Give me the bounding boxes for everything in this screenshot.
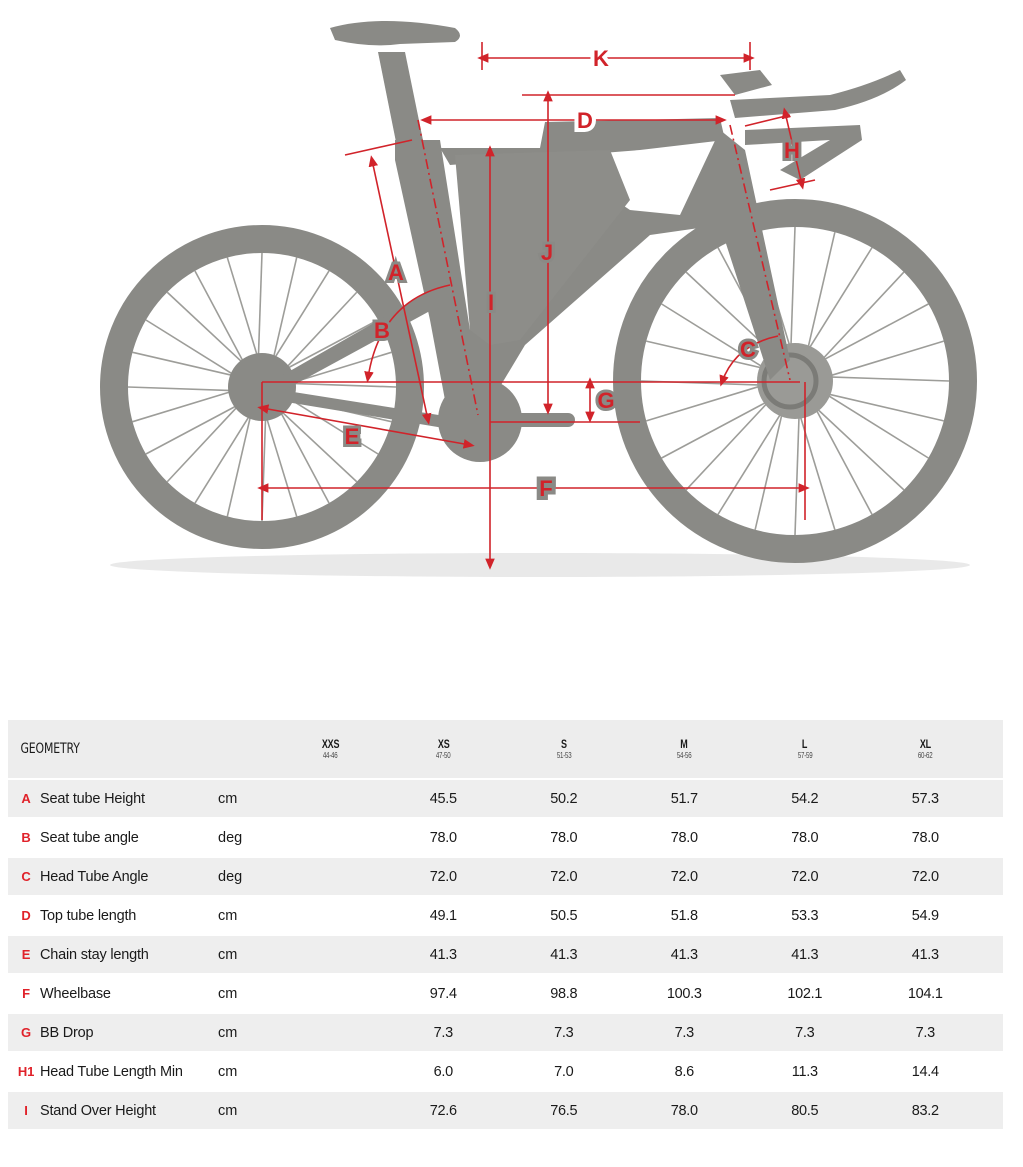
size-header-xxs (278, 738, 383, 760)
label-j: J (540, 240, 554, 265)
row-label (8, 908, 218, 924)
spoke (280, 411, 329, 503)
cell-value: 83.2 (911, 1102, 939, 1119)
cell-value: 54.2 (791, 790, 819, 807)
label-c: C (740, 337, 756, 362)
spoke (755, 413, 782, 530)
table-row (8, 1092, 1003, 1129)
spoke (815, 408, 872, 514)
spoke (808, 248, 872, 350)
size-name: XXS (321, 737, 340, 752)
cell-value: 57.3 (911, 790, 939, 807)
cell-value: 53.3 (791, 907, 819, 924)
size-name: M (680, 737, 688, 752)
spoke (258, 253, 262, 357)
cell-value: 50.5 (550, 907, 578, 924)
cell-value: 11.3 (791, 1063, 818, 1080)
cell-value: 78.0 (670, 829, 698, 846)
spoke (128, 387, 232, 391)
cell-value: 78.0 (670, 1102, 698, 1119)
cell-value: 80.5 (791, 1102, 819, 1119)
spoke (266, 417, 296, 517)
cell-value: 51.7 (670, 790, 698, 807)
row-name: Head Tube Angle (40, 868, 149, 885)
spoke (791, 227, 795, 347)
spoke (133, 352, 235, 376)
table-row (8, 780, 1003, 817)
row-unit: cm (218, 1102, 238, 1119)
row-label (8, 1103, 218, 1119)
row-letter: I (24, 1103, 28, 1118)
row-letter: B (21, 830, 31, 845)
label-d: D (577, 108, 593, 133)
cell-value: 78.0 (911, 829, 939, 846)
cell-value: 14.4 (911, 1063, 939, 1080)
row-letter: E (21, 947, 31, 962)
row-label (8, 986, 218, 1002)
size-range: 51-53 (556, 750, 572, 761)
cell-value: 7.3 (554, 1024, 574, 1041)
cell-value: 49.1 (429, 907, 457, 924)
row-name: Top tube length (40, 907, 137, 924)
cell-value: 41.3 (670, 946, 698, 963)
label-g: G (597, 388, 615, 413)
row-letter: H1 (17, 1064, 35, 1079)
spoke (167, 292, 243, 363)
cell-value: 97.4 (429, 985, 457, 1002)
spoke (662, 401, 768, 458)
table-row (8, 1014, 1003, 1051)
spoke (146, 405, 238, 454)
row-name: Chain stay length (40, 946, 149, 963)
label-h: H (784, 138, 800, 163)
table-header-row (8, 720, 1003, 778)
row-letter: C (21, 869, 31, 884)
size-range: 60-62 (917, 750, 933, 761)
cell-value: 78.0 (550, 829, 578, 846)
size-header-xl (865, 738, 986, 760)
geometry-table (8, 720, 1003, 1129)
cell-value: 72.0 (550, 868, 578, 885)
row-name: BB Drop (40, 1024, 94, 1041)
cell-value: 7.3 (674, 1024, 694, 1041)
cell-value: 7.3 (915, 1024, 935, 1041)
spoke (829, 377, 949, 381)
row-label (8, 947, 218, 963)
row-name: Seat tube Height (40, 790, 145, 807)
table-body (8, 780, 1003, 1129)
spoke (292, 383, 396, 387)
spoke (686, 402, 768, 490)
spoke (822, 272, 904, 360)
spoke (146, 320, 234, 375)
cell-value: 78.0 (791, 829, 819, 846)
size-header-m (624, 738, 745, 760)
label-e: E (344, 424, 360, 449)
spoke (816, 408, 904, 490)
size-range: 47-50 (435, 750, 451, 761)
front-wheel (627, 213, 963, 549)
row-letter: G (21, 1025, 31, 1040)
spoke (274, 271, 329, 359)
cell-value: 72.0 (670, 868, 698, 885)
spoke (718, 412, 782, 514)
row-label (8, 830, 218, 846)
row-unit: cm (218, 1063, 238, 1080)
spoke (273, 258, 297, 360)
cell-value: 45.5 (429, 790, 457, 807)
row-name: Stand Over Height (40, 1102, 156, 1119)
cell-value: 7.0 (554, 1063, 574, 1080)
row-unit: cm (218, 1024, 238, 1041)
cell-value: 54.9 (911, 907, 939, 924)
cell-value: 41.3 (791, 946, 819, 963)
label-b: B (374, 318, 390, 343)
size-header-s (504, 738, 625, 760)
table-row (8, 897, 1003, 934)
row-label (8, 1064, 218, 1080)
cell-value: 72.0 (429, 868, 457, 885)
cell-value: 72.0 (791, 868, 819, 885)
spoke (827, 394, 944, 421)
row-unit: cm (218, 907, 238, 924)
row-unit: cm (218, 790, 238, 807)
cell-value: 7.3 (433, 1024, 453, 1041)
spoke (822, 304, 928, 361)
table-row (8, 936, 1003, 973)
row-unit: deg (218, 829, 243, 846)
row-unit: cm (218, 985, 238, 1002)
label-f: F (539, 476, 553, 501)
cell-value: 76.5 (550, 1102, 578, 1119)
row-letter: F (22, 986, 30, 1001)
row-name: Head Tube Length Min (40, 1063, 183, 1080)
size-name: XL (919, 737, 931, 752)
size-name: L (802, 737, 808, 752)
cell-value: 98.8 (550, 985, 578, 1002)
cell-value: 6.0 (433, 1063, 453, 1080)
spoke (227, 415, 251, 517)
cell-value: 50.2 (550, 790, 578, 807)
table-row (8, 1053, 1003, 1090)
spoke (829, 341, 944, 376)
spoke (195, 415, 250, 503)
cell-value: 72.0 (911, 868, 939, 885)
size-header-l (745, 738, 866, 760)
spoke (826, 394, 928, 458)
size-name: S (560, 737, 567, 752)
cell-value: 78.0 (429, 829, 457, 846)
cell-value: 41.3 (911, 946, 939, 963)
size-name: XS (437, 737, 450, 752)
row-letter: D (21, 908, 31, 923)
table-row (8, 975, 1003, 1012)
label-a: A (388, 260, 404, 285)
cell-value: 100.3 (666, 985, 702, 1002)
cell-value: 7.3 (795, 1024, 815, 1041)
size-range: 57-59 (797, 750, 813, 761)
table-row (8, 819, 1003, 856)
spoke (133, 391, 233, 421)
row-label (8, 1025, 218, 1041)
size-header-xs (383, 738, 504, 760)
size-range: 44-46 (323, 750, 338, 761)
cell-value: 41.3 (550, 946, 578, 963)
cell-value: 104.1 (907, 985, 943, 1002)
table-title: GEOMETRY (20, 741, 80, 757)
label-i: I (487, 290, 495, 315)
table-row (8, 858, 1003, 895)
spoke (795, 415, 799, 535)
label-k: K (593, 46, 609, 71)
cell-value: 41.3 (429, 946, 457, 963)
spoke (195, 271, 244, 363)
cell-value: 51.8 (670, 907, 698, 924)
row-letter: A (21, 791, 31, 806)
spoke (646, 386, 761, 421)
row-label (8, 791, 218, 807)
row-unit: deg (218, 868, 243, 885)
cell-value: 72.6 (429, 1102, 457, 1119)
row-label (8, 869, 218, 885)
spoke (227, 258, 257, 358)
size-range: 54-56 (676, 750, 692, 761)
cell-value: 102.1 (787, 985, 823, 1002)
spoke (808, 232, 835, 349)
row-name: Wheelbase (40, 985, 111, 1002)
cell-value: 8.6 (674, 1063, 694, 1080)
row-unit: cm (218, 946, 238, 963)
spoke (167, 406, 238, 482)
row-name: Seat tube angle (40, 829, 139, 846)
